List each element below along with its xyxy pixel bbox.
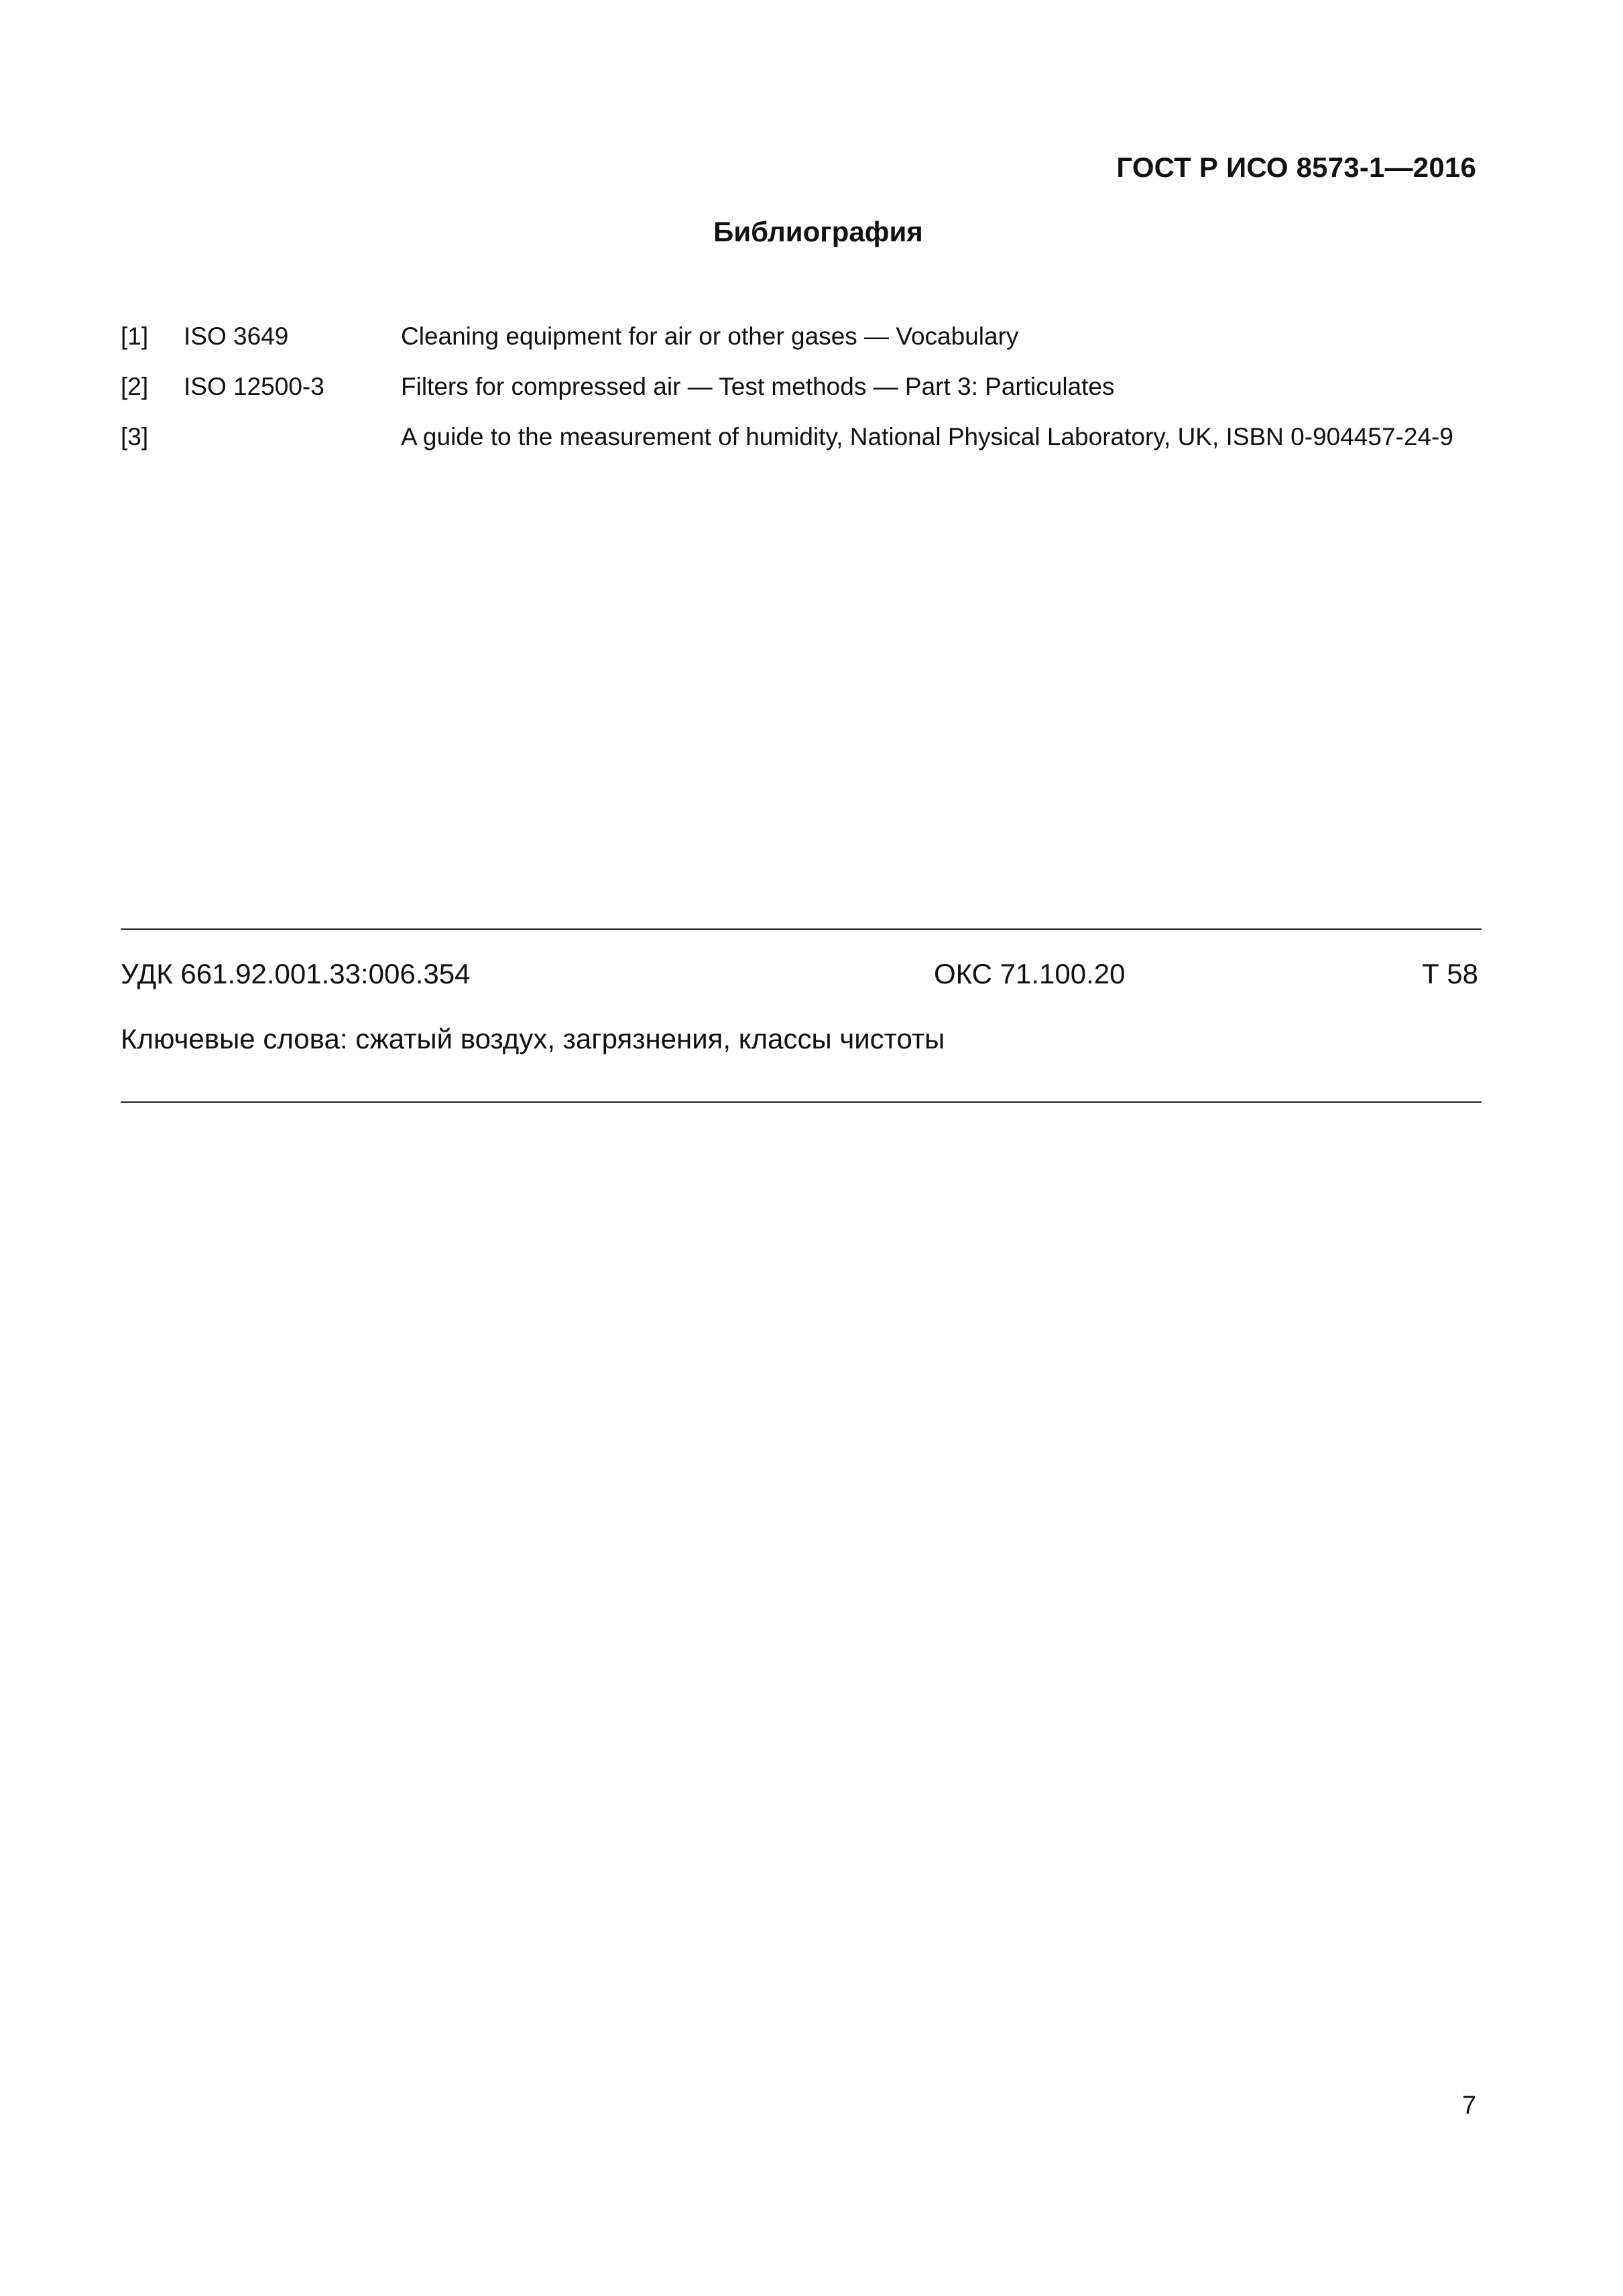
section-title: Библиография <box>713 216 923 247</box>
oks-code: ОКС 71.100.20 <box>934 958 1126 989</box>
entry-number: [1] <box>121 322 149 350</box>
entry-number: [3] <box>121 423 149 450</box>
bibliography-list <box>121 322 1482 473</box>
entry-standard: ISO 12500-3 <box>184 373 324 400</box>
bibliography-entry <box>121 322 1482 372</box>
entry-title: Filters for compressed air — Test methods — Part 3: Particulates <box>401 373 1115 400</box>
divider-bottom <box>121 1101 1482 1103</box>
keywords-line: Ключевые слова: сжатый воздух, загрязнения, классы чистоты <box>121 1023 945 1054</box>
entry-title: A guide to the measurement of humidity, National Physical Laboratory, UK, ISBN 0-904457-24-9 <box>401 423 1453 450</box>
page-number: 7 <box>1461 2092 1476 2120</box>
entry-standard: ISO 3649 <box>184 322 289 350</box>
entry-title: Cleaning equipment for air or other gases — Vocabulary <box>401 322 1019 350</box>
divider-top <box>121 928 1482 930</box>
udk-code: УДК 661.92.001.33:006.354 <box>121 958 471 989</box>
bibliography-entry <box>121 372 1482 422</box>
bibliography-entry <box>121 422 1482 473</box>
t-code: Т 58 <box>1421 958 1478 989</box>
entry-number: [2] <box>121 373 149 400</box>
document-id-header: ГОСТ Р ИСО 8573-1—2016 <box>1116 152 1476 183</box>
classification-line <box>121 957 1482 991</box>
